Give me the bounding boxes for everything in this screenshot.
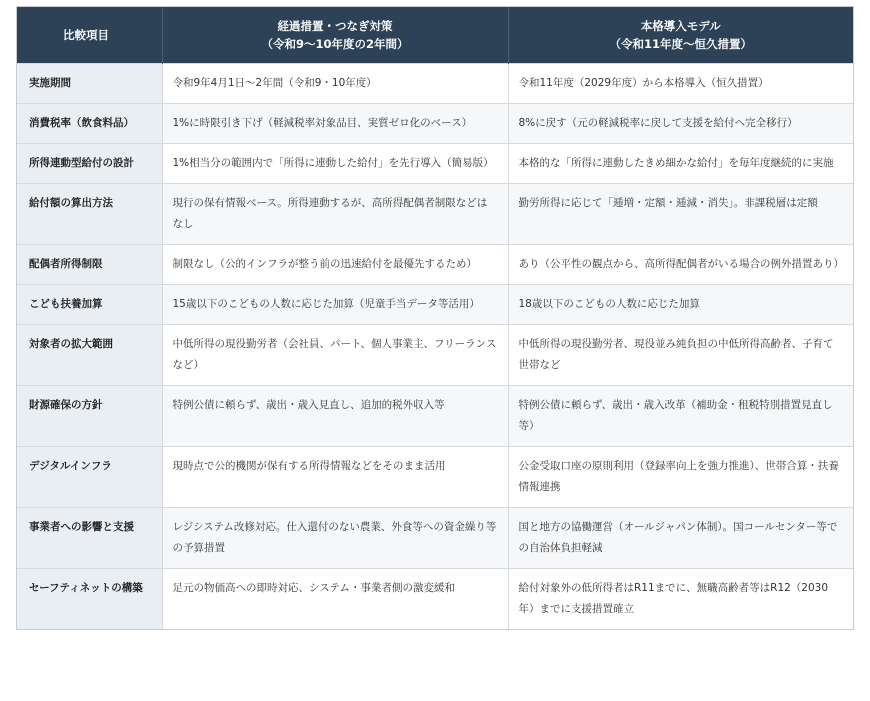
full-model-cell: 18歳以下のこどもの人数に応じた加算 (508, 285, 853, 325)
full-model-cell: 国と地方の協働運営（オールジャパン体制）。国コールセンター等での自治体負担軽減 (508, 508, 853, 569)
full-model-cell: 本格的な「所得に連動したきめ細かな給付」を毎年度継続的に実施 (508, 144, 853, 184)
header-subtitle: （令和11年度〜恒久措置） (609, 37, 752, 51)
header-subtitle: （令和9〜10年度の2年間） (261, 37, 409, 51)
table-row (17, 104, 853, 144)
transition-cell: 15歳以下のこどもの人数に応じた加算（児童手当データ等活用） (162, 285, 508, 325)
transition-cell: 1%に時限引き下げ（軽減税率対象品目、実質ゼロ化のベース） (162, 104, 508, 144)
transition-cell: 現行の保有情報ベース。所得連動するが、高所得配偶者制限などはなし (162, 184, 508, 245)
table-row (17, 325, 853, 386)
full-model-cell: 令和11年度（2029年度）から本格導入（恒久措置） (508, 64, 853, 104)
full-model-cell: 給付対象外の低所得者はR11までに、無職高齢者等はR12（2030年）までに支援措置確立 (508, 569, 853, 630)
transition-cell: 令和9年4月1日〜2年間（令和9・10年度） (162, 64, 508, 104)
row-label-cell: 事業者への影響と支援 (17, 508, 162, 569)
comparison-table (17, 7, 853, 629)
full-model-cell: あり（公平性の観点から、高所得配偶者がいる場合の例外措置あり） (508, 245, 853, 285)
transition-cell: レジシステム改修対応。仕入還付のない農業、外食等への資金繰り等の予算措置 (162, 508, 508, 569)
full-model-cell: 公金受取口座の原則利用（登録率向上を強力推進）、世帯合算・扶養情報連携 (508, 447, 853, 508)
row-label-cell: 所得連動型給付の設計 (17, 144, 162, 184)
table-row (17, 508, 853, 569)
transition-cell: 1%相当分の範囲内で「所得に連動した給付」を先行導入（簡易版） (162, 144, 508, 184)
transition-cell: 現時点で公的機関が保有する所得情報などをそのまま活用 (162, 447, 508, 508)
table-row (17, 386, 853, 447)
table-header (17, 7, 853, 64)
full-model-cell: 8%に戻す（元の軽減税率に戻して支援を給付へ完全移行） (508, 104, 853, 144)
row-label-cell: 消費税率（飲食料品） (17, 104, 162, 144)
full-model-cell: 特例公債に頼らず、歳出・歳入改革（補助金・租税特別措置見直し等） (508, 386, 853, 447)
transition-cell: 足元の物価高への即時対応、システム・事業者側の激変緩和 (162, 569, 508, 630)
row-label-cell: 給付額の算出方法 (17, 184, 162, 245)
table-row (17, 285, 853, 325)
table-row (17, 144, 853, 184)
row-label-cell: こども扶養加算 (17, 285, 162, 325)
header-full-model (508, 7, 853, 64)
table-row (17, 184, 853, 245)
row-label-cell: デジタルインフラ (17, 447, 162, 508)
table-row (17, 64, 853, 104)
header-title: 経過措置・つなぎ対策 (277, 19, 393, 33)
header-title: 本格導入モデル (640, 19, 721, 33)
transition-cell: 制限なし（公的インフラが整う前の迅速給付を最優先するため） (162, 245, 508, 285)
table-row (17, 569, 853, 630)
full-model-cell: 勤労所得に応じて「逓増・定額・逓減・消失」。非課税層は定額 (508, 184, 853, 245)
header-comparison-item (17, 7, 162, 64)
row-label-cell: セーフティネットの構築 (17, 569, 162, 630)
row-label-cell: 財源確保の方針 (17, 386, 162, 447)
transition-cell: 特例公債に頼らず、歳出・歳入見直し、追加的税外収入等 (162, 386, 508, 447)
header-row (17, 7, 853, 64)
table-body (17, 64, 853, 630)
table-row (17, 447, 853, 508)
comparison-table-container (16, 6, 854, 630)
row-label-cell: 対象者の拡大範囲 (17, 325, 162, 386)
header-transition-measures (162, 7, 508, 64)
row-label-cell: 配偶者所得制限 (17, 245, 162, 285)
header-label: 比較項目 (63, 28, 109, 42)
table-row (17, 245, 853, 285)
row-label-cell: 実施期間 (17, 64, 162, 104)
full-model-cell: 中低所得の現役勤労者、現役並み純負担の中低所得高齢者、子育て世帯など (508, 325, 853, 386)
transition-cell: 中低所得の現役勤労者（会社員、パート、個人事業主、フリーランスなど） (162, 325, 508, 386)
